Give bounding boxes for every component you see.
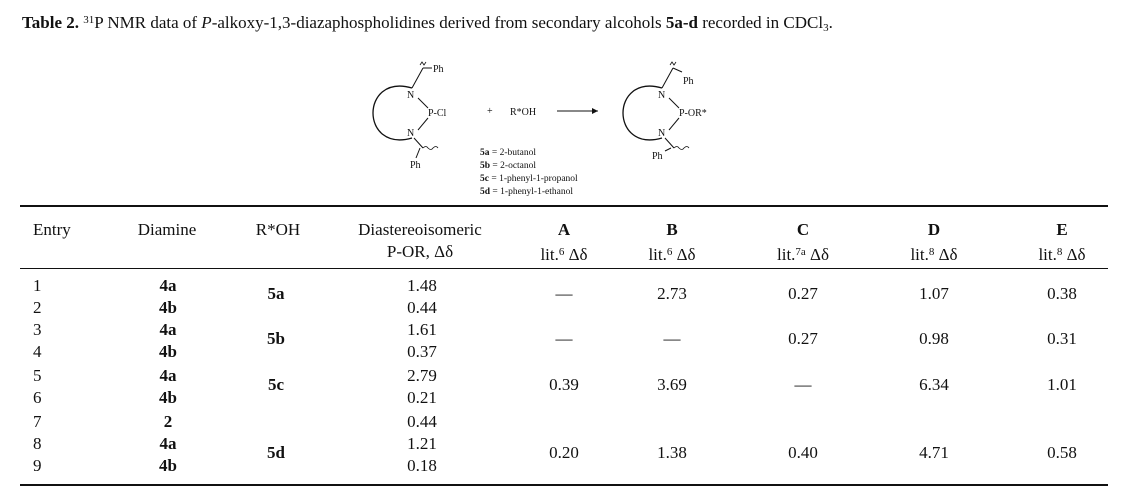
- cell-entry: 8: [33, 434, 42, 453]
- cell-diastereoisomeric: 2.79: [407, 366, 437, 385]
- left-top-wavy: [420, 62, 426, 65]
- header-col-d: D lit.$^8$ Δδ: [910, 220, 958, 264]
- cell-lit-b: —: [663, 329, 681, 348]
- scheme-legend-5d: 5d = 1-phenyl-1-ethanol: [480, 187, 573, 197]
- table-header-rule: [20, 268, 1108, 269]
- cell-diamine: 4b: [159, 342, 177, 361]
- caption-text-b: -alkoxy-1,3-diazaphospholidines derived from secondary alcohols: [211, 13, 666, 32]
- scheme-n-bottom-right: N: [658, 128, 666, 139]
- scheme-pcl: P-Cl: [428, 108, 447, 119]
- cell-lit-d: 4.71: [919, 443, 949, 462]
- right-np-bond-top: [669, 98, 679, 108]
- right-ph-bond-bottom: [665, 148, 671, 151]
- left-bottom-bond: [414, 138, 423, 148]
- table-top-rule: [20, 205, 1108, 207]
- scheme-plus: +: [487, 106, 493, 117]
- right-top-wavy: [670, 62, 676, 65]
- cell-lit-c: —: [794, 375, 812, 394]
- cell-diamine: 4a: [159, 320, 177, 339]
- right-ring-arc: [623, 86, 662, 140]
- cell-lit-c: 0.27: [788, 329, 818, 348]
- caption-text-c: recorded in CDCl: [697, 13, 824, 32]
- caption-text-a: P NMR data of: [94, 13, 202, 32]
- scheme-por: P-OR*: [679, 108, 707, 119]
- cell-lit-e: 0.38: [1047, 284, 1077, 303]
- scheme-ph-bottom-right: Ph: [652, 151, 663, 162]
- cell-lit-a: —: [555, 329, 573, 348]
- left-np-bond-bottom: [418, 118, 428, 130]
- header-rstar-oh: R*OH: [255, 220, 301, 239]
- scheme-ph-top-left: Ph: [433, 64, 444, 75]
- caption-text-d: .: [828, 13, 833, 32]
- left-np-bond-top: [418, 98, 428, 108]
- cell-lit-c: 0.27: [788, 284, 818, 303]
- left-bottom-wavy: [423, 147, 438, 150]
- cell-diastereoisomeric: 0.18: [407, 456, 437, 475]
- header-diamine: Diamine: [137, 220, 197, 239]
- cell-diamine: 4a: [159, 434, 177, 453]
- cell-lit-a: 0.39: [549, 375, 579, 394]
- cell-diamine: 2: [163, 412, 173, 431]
- cell-lit-b: 3.69: [657, 375, 687, 394]
- cell-lit-e: 1.01: [1047, 375, 1077, 394]
- cell-entry: 7: [33, 412, 42, 431]
- cell-lit-a: 0.20: [549, 443, 579, 462]
- header-col-c: C lit.$^{7a}$ Δδ: [776, 220, 830, 264]
- right-ph-bond: [673, 68, 682, 72]
- cell-lit-d: 1.07: [919, 284, 949, 303]
- cell-diastereoisomeric: 0.44: [407, 298, 437, 317]
- cell-entry: 6: [33, 388, 42, 407]
- cell-diamine: 4a: [159, 366, 177, 385]
- caption-label: Table 2.: [22, 13, 80, 32]
- cell-entry: 5: [33, 366, 42, 385]
- cell-lit-b: 1.38: [657, 443, 687, 462]
- scheme-legend-5a: 5a = 2-butanol: [480, 148, 537, 158]
- cell-alcohol: 5d: [267, 443, 285, 462]
- cell-diastereoisomeric: 0.21: [407, 388, 437, 407]
- table-bottom-rule: [20, 484, 1108, 486]
- caption-italic-p: P: [201, 13, 212, 32]
- cell-lit-c: 0.40: [788, 443, 818, 462]
- cell-entry: 3: [33, 320, 42, 339]
- header-diastereoisomeric: Diastereoisomeric P-OR, Δδ: [358, 220, 482, 261]
- cell-lit-d: 0.98: [919, 329, 949, 348]
- cell-alcohol: 5b: [267, 329, 285, 348]
- cell-diamine: 4a: [159, 276, 177, 295]
- scheme-n-bottom-left: N: [407, 128, 415, 139]
- header-col-b: B lit.$^6$ Δδ: [648, 220, 696, 264]
- cell-diastereoisomeric: 0.44: [407, 412, 437, 431]
- left-ph-bond-bottom: [416, 148, 420, 158]
- right-bottom-wavy: [674, 147, 689, 150]
- reaction-scheme: [360, 58, 760, 208]
- cell-diastereoisomeric: 1.21: [407, 434, 437, 453]
- cell-entry: 9: [33, 456, 42, 475]
- arrow-head: [592, 108, 598, 114]
- scheme-ph-bottom-left: Ph: [410, 160, 421, 171]
- scheme-legend-5c: 5c = 1-phenyl-1-propanol: [480, 174, 578, 184]
- cell-diastereoisomeric: 1.61: [407, 320, 437, 339]
- caption-bold-range: 5a-d: [665, 13, 698, 32]
- header-col-a: A lit.$^6$ Δδ: [540, 220, 588, 264]
- cell-diastereoisomeric: 0.37: [407, 342, 437, 361]
- cell-lit-b: 2.73: [657, 284, 687, 303]
- table-caption: [22, 13, 833, 34]
- scheme-legend-5b: 5b = 2-octanol: [480, 161, 537, 171]
- cell-lit-e: 0.31: [1047, 329, 1077, 348]
- header-entry: Entry: [33, 220, 71, 239]
- caption-sup: 31: [83, 14, 95, 26]
- cell-entry: 4: [33, 342, 42, 361]
- cell-lit-e: 0.58: [1047, 443, 1077, 462]
- cell-diastereoisomeric: 1.48: [407, 276, 437, 295]
- left-top-bond: [412, 68, 423, 88]
- cell-diamine: 4b: [159, 388, 177, 407]
- scheme-ph-top-right: Ph: [683, 76, 694, 87]
- scheme-n-top-left: N: [407, 90, 415, 101]
- cell-entry: 2: [33, 298, 42, 317]
- scheme-n-top-right: N: [658, 90, 666, 101]
- caption-sub: 3: [823, 22, 829, 34]
- header-col-e: E lit.$^8$ Δδ: [1038, 220, 1086, 264]
- cell-alcohol: 5a: [267, 284, 285, 303]
- right-bottom-bond: [665, 138, 674, 148]
- cell-lit-a: —: [555, 284, 573, 303]
- cell-diamine: 4b: [159, 456, 177, 475]
- right-np-bond-bottom: [669, 118, 679, 130]
- right-top-bond: [662, 68, 673, 88]
- cell-diamine: 4b: [159, 298, 177, 317]
- cell-alcohol: 5c: [267, 375, 285, 394]
- cell-lit-d: 6.34: [919, 375, 949, 394]
- scheme-reagent: R*OH: [510, 107, 537, 118]
- cell-entry: 1: [33, 276, 42, 295]
